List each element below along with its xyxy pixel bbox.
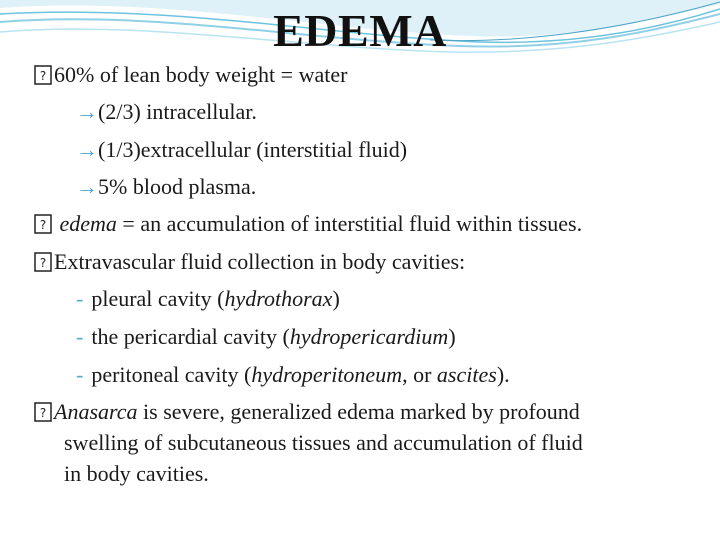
dash-icon: - (76, 324, 84, 349)
pleural-text: pleural cavity ( (91, 286, 225, 311)
edema-definition-text: = an accumulation of interstitial fluid within tissues. (116, 211, 583, 236)
anasarca-continuation-2: in body cavities. (64, 461, 209, 486)
pericardial-close: ) (448, 324, 456, 349)
sub-line-blood-plasma (76, 174, 256, 200)
svg-text:?: ? (39, 406, 47, 420)
body-water-text: 60% of lean body weight = water (54, 62, 348, 87)
slide-title: EDEMA (273, 5, 447, 56)
bullet-line-edema-definition (34, 211, 582, 237)
pericardial-text: the pericardial cavity ( (91, 324, 290, 349)
hydrothorax-term: hydrothorax (224, 286, 333, 311)
svg-text:?: ? (39, 218, 47, 232)
blood-plasma-text: 5% blood plasma. (98, 174, 257, 199)
right-arrow-icon: → (76, 137, 98, 162)
bullet-glyph-icon (34, 402, 52, 422)
dash-icon: - (76, 362, 84, 387)
bullet-line-anasarca (34, 399, 580, 425)
sub-line-peritoneal (76, 362, 510, 388)
extravascular-text: Extravascular fluid collection in body cavities: (54, 249, 466, 274)
extracellular-text: (1/3)extracellular (interstitial fluid) (98, 137, 408, 162)
bullet-glyph-icon (34, 252, 52, 272)
hydroperitoneum-term: hydroperitoneum (251, 362, 403, 387)
hydropericardium-term: hydropericardium (289, 324, 449, 349)
anasarca-term: Anasarca (54, 399, 138, 424)
right-arrow-icon: → (76, 99, 98, 124)
peritoneal-or: , or (402, 362, 437, 387)
sub-line-pericardial (76, 324, 456, 350)
sub-line-pleural (76, 286, 340, 312)
pleural-close: ) (332, 286, 340, 311)
edema-term: edema (59, 211, 117, 236)
bullet-glyph-icon (34, 214, 52, 234)
sub-line-extracellular (76, 137, 407, 163)
peritoneal-close: ). (496, 362, 510, 387)
svg-text:?: ? (39, 256, 47, 270)
svg-text:?: ? (39, 69, 47, 83)
bullet-line-extravascular (34, 249, 465, 275)
anasarca-continuation-1: swelling of subcutaneous tissues and accumulation of fluid (64, 430, 583, 455)
bullet-glyph-icon (34, 65, 52, 85)
anasarca-text: is severe, generalized edema marked by profound (137, 399, 580, 424)
dash-icon: - (76, 286, 84, 311)
sub-line-intracellular (76, 99, 257, 125)
peritoneal-text: peritoneal cavity ( (91, 362, 252, 387)
intracellular-text: (2/3) intracellular. (98, 99, 257, 124)
right-arrow-icon: → (76, 174, 98, 199)
ascites-term: ascites (436, 362, 497, 387)
bullet-line-body-water (34, 62, 347, 88)
